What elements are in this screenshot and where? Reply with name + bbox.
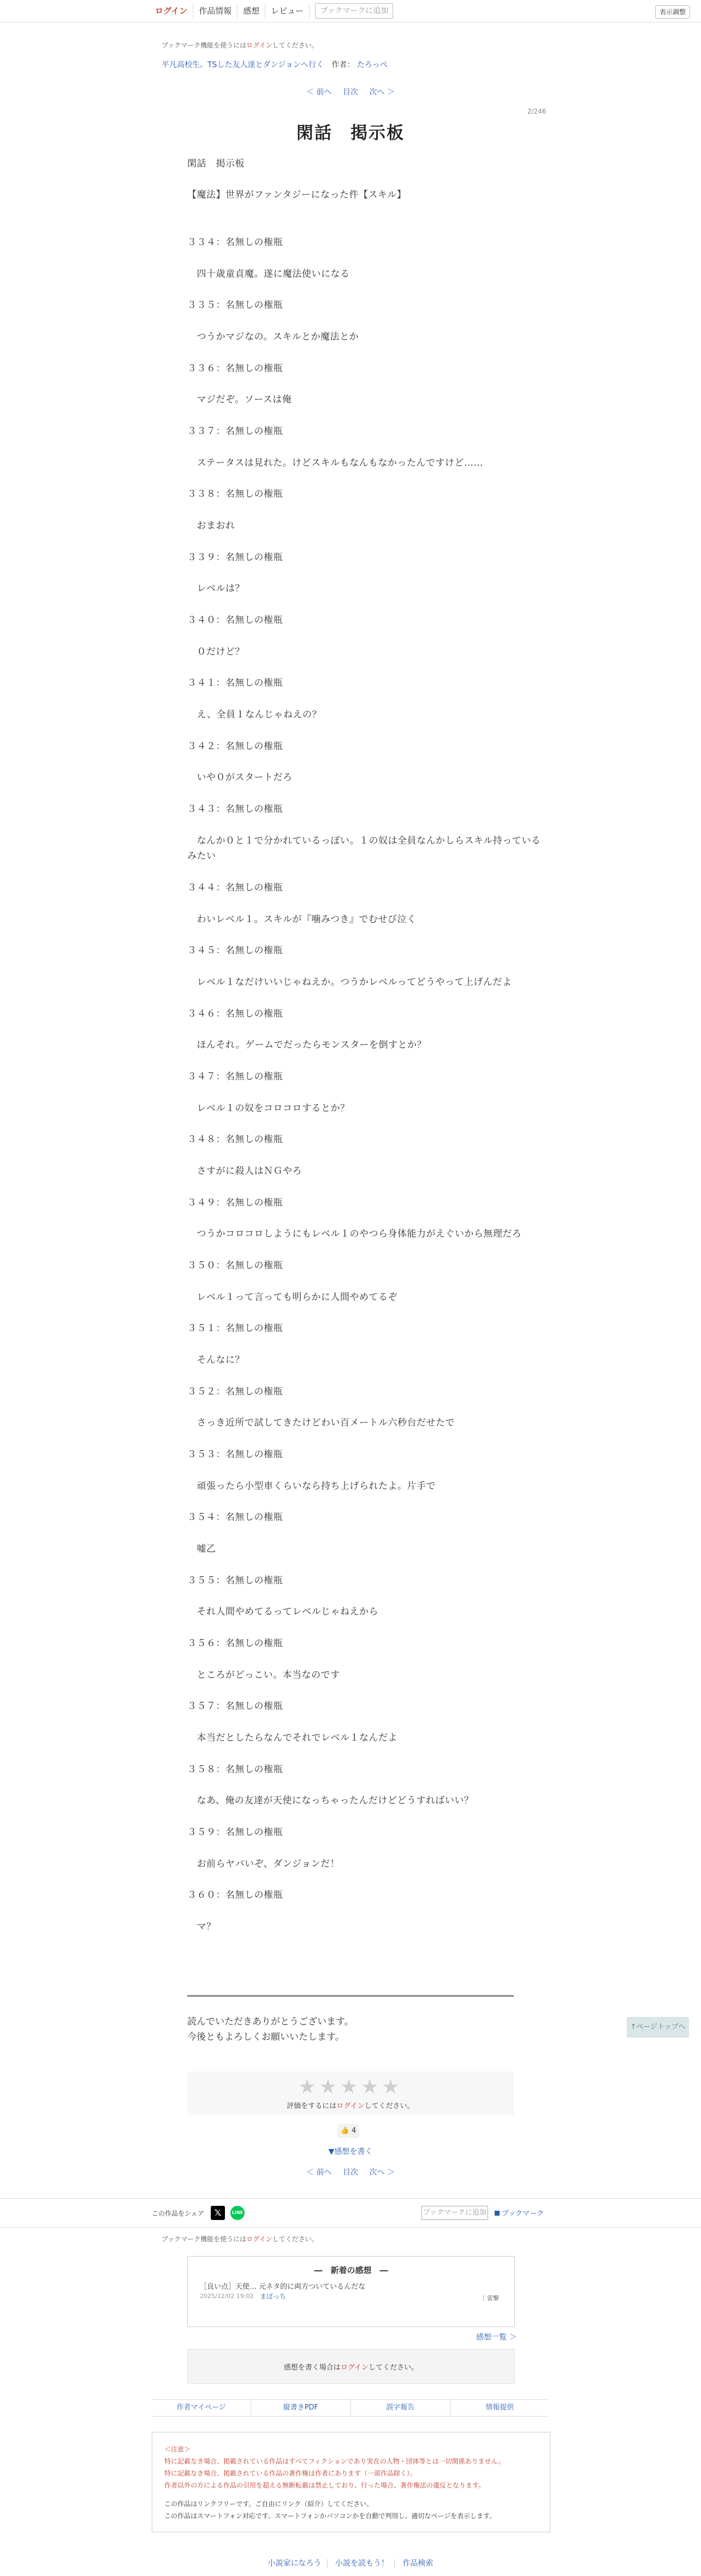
bookmark-add-button[interactable]: ブックマークに追加 bbox=[315, 3, 393, 19]
bookmark-note: ブックマーク機能を使うにはログインしてください。 bbox=[162, 41, 318, 49]
body-line: ３３５：名無しの権瓶 bbox=[187, 300, 283, 311]
line-share-icon[interactable]: LINE bbox=[230, 2206, 245, 2220]
review-login-box bbox=[187, 2349, 515, 2384]
bookmark-login-link[interactable]: ログイン bbox=[246, 41, 272, 49]
body-line: ３３７：名無しの権瓶 bbox=[187, 426, 283, 437]
body-line: いや０がスタートだろ bbox=[187, 772, 293, 783]
body-line: レベル１なだけいいじゃねえか。つうかレベルってどうやって上げんだよ bbox=[187, 977, 512, 988]
top-nav bbox=[0, 0, 701, 22]
notice-line: この作品はリンクフリーです。ご自由にリンク（紹介）してください。 bbox=[164, 2500, 373, 2508]
body-line: ３４６：名無しの権瓶 bbox=[187, 1008, 283, 1019]
body-line: ほんそれ。ゲームでだったらモンスターを倒すとか？ bbox=[187, 1040, 427, 1050]
review-text: ［良い点］天使… 元ネタ的に両方ついているんだな bbox=[200, 2283, 366, 2291]
info-provide-link[interactable]: 情報提供 bbox=[485, 2403, 514, 2412]
body-line: 四十歳童貞魔。遂に魔法使いになる bbox=[187, 269, 350, 280]
body-line: ３５７：名無しの権瓶 bbox=[187, 1701, 283, 1712]
body-line: おまおれ bbox=[187, 520, 235, 531]
bookmark-add-button[interactable]: ブックマークに追加 bbox=[421, 2206, 488, 2220]
body-line: ３５１：名無しの権瓶 bbox=[187, 1323, 283, 1334]
new-reviews-box bbox=[187, 2256, 515, 2327]
review-login-note: 感想を書く場合はログインしてください。 bbox=[283, 2364, 419, 2372]
pager-bottom bbox=[0, 2167, 701, 2177]
typo-report-link[interactable]: 誤字報告 bbox=[351, 2400, 450, 2416]
rating-note: 評価をするにはログインしてください。 bbox=[287, 2102, 414, 2110]
body-line: ３４９：名無しの権瓶 bbox=[187, 1197, 283, 1208]
toc-link[interactable]: 目次 bbox=[343, 2168, 358, 2177]
review-category: 〔 雷撃 bbox=[479, 2295, 499, 2302]
body-line: なんか０と１で分かれているっぽい。１の奴は全員なんかしらスキル持っている bbox=[187, 835, 541, 846]
body-line: ３３９：名無しの権瓶 bbox=[187, 552, 283, 563]
author-mypage-link[interactable]: 作者マイページ bbox=[152, 2400, 251, 2416]
body-line: ３５９：名無しの権瓶 bbox=[187, 1827, 283, 1838]
body-line: ３４１：名無しの権瓶 bbox=[187, 678, 283, 688]
chapter-title: 閑話 掲示板 bbox=[296, 123, 405, 143]
prev-link[interactable]: ＜ 前へ bbox=[306, 88, 332, 97]
search-link[interactable]: 作品検索 bbox=[402, 2559, 433, 2568]
afterword-line: 読んでいただきありがとうございます。 bbox=[187, 2016, 354, 2027]
body-line: ３４７：名無しの権瓶 bbox=[187, 1071, 283, 1082]
body-line: それ人間やめてるってレベルじゃねえから bbox=[187, 1606, 378, 1617]
like-count: 4 bbox=[352, 2127, 357, 2135]
review-item[interactable] bbox=[200, 2281, 501, 2320]
body-line: みたい bbox=[187, 851, 216, 862]
body-line: つうかコロコロしようにもレベル１のやつら身体能力がえぐいから無理だろ bbox=[187, 1228, 522, 1239]
x-share-icon[interactable]: 𝕏 bbox=[211, 2206, 225, 2220]
display-setting-button[interactable]: 表示調整 bbox=[655, 5, 690, 19]
body-line: 頑張ったら小型車くらいなら持ち上げられたよ。片手で bbox=[187, 1481, 436, 1492]
body-line: え、全員１なんじゃねえの？ bbox=[187, 709, 322, 720]
body-line: 【魔法】世界がファンタジーになった件【スキル】 bbox=[187, 189, 407, 200]
page-top-button[interactable]: ↑ページトップへ bbox=[627, 2017, 689, 2038]
body-line: ３６０：名無しの権瓶 bbox=[187, 1890, 283, 1901]
prev-link[interactable]: ＜ 前へ bbox=[306, 2168, 332, 2177]
review-link[interactable]: 感想 bbox=[237, 3, 265, 19]
body-line: レベル１の奴をコロコロするとか？ bbox=[187, 1103, 350, 1114]
body-line: ところがどっこい。本当なのです bbox=[187, 1670, 340, 1681]
body-line: ３５５：名無しの権瓶 bbox=[187, 1575, 283, 1586]
body-line: ３４４：名無しの権瓶 bbox=[187, 882, 283, 893]
series-info bbox=[162, 59, 388, 70]
notice-line: 作者以外の方による作品の引用を超える無断転載は禁止しており、行った場合、著作権法の違反となります。 bbox=[164, 2482, 485, 2489]
body-line: レベル１って言っても明らかに人間やめてるぞ bbox=[187, 1292, 397, 1303]
write-review-link[interactable]: ▼感想を書く bbox=[328, 2147, 373, 2156]
body-line: ３５８：名無しの権瓶 bbox=[187, 1764, 283, 1775]
body-line: さすがに殺人はＮＧやろ bbox=[187, 1166, 302, 1177]
notice-line: 特に記載なき場合、掲載されている作品の著作権は作者にあります（一部作品除く）。 bbox=[164, 2470, 417, 2477]
toc-link[interactable]: 目次 bbox=[343, 88, 358, 97]
bookmark-login-link[interactable]: ログイン bbox=[246, 2235, 272, 2243]
bookmark-square-icon bbox=[495, 2211, 500, 2216]
body-line: 嘘乙 bbox=[187, 1544, 216, 1554]
thumbs-up-icon: 👍 bbox=[340, 2127, 349, 2135]
body-line: さっき近所で試してきたけどわい百メートル六秒台だせたで bbox=[187, 1417, 455, 1428]
reviews-all-link[interactable]: 感想一覧 ＞ bbox=[476, 2333, 517, 2342]
body-line: お前らヤバいぞ、ダンジョンだ！ bbox=[187, 1859, 340, 1869]
rating-box bbox=[187, 2072, 514, 2115]
body-line: ３３４：名無しの権瓶 bbox=[187, 237, 283, 248]
body-line: ３５２：名無しの権瓶 bbox=[187, 1386, 283, 1397]
like-button[interactable] bbox=[337, 2124, 359, 2138]
footer-links bbox=[152, 2399, 549, 2417]
author-link[interactable]: たろっぺ bbox=[357, 61, 388, 69]
body-line: 本当だとしたらなんでそれでレベル１なんだよ bbox=[187, 1732, 397, 1743]
body-line: ０だけど？ bbox=[187, 646, 245, 657]
body-line: ３４５：名無しの権瓶 bbox=[187, 945, 283, 956]
body-line: マジだぞ。ソースは俺 bbox=[187, 394, 292, 405]
body-line: ３４２：名無しの権瓶 bbox=[187, 741, 283, 752]
share-bar bbox=[0, 2198, 701, 2228]
body-line: ３３８：名無しの権瓶 bbox=[187, 489, 283, 500]
star-rating[interactable]: ★★★★★ bbox=[298, 2076, 403, 2098]
review-date: 2025/12/02 19:02 bbox=[200, 2293, 254, 2300]
narou-link[interactable]: 小説家になろう bbox=[263, 2559, 328, 2568]
body-line: ３４３：名無しの権瓶 bbox=[187, 804, 283, 815]
login-link[interactable]: ログイン bbox=[152, 3, 193, 19]
body-line: ３５３：名無しの権瓶 bbox=[187, 1449, 283, 1460]
vertical-pdf-link[interactable]: 縦書きPDF bbox=[251, 2400, 350, 2416]
body-line: そんなに？ bbox=[187, 1355, 245, 1366]
body-line: ３４８：名無しの権瓶 bbox=[187, 1134, 283, 1145]
top-nav-items bbox=[152, 3, 393, 19]
body-line: マ？ bbox=[187, 1921, 216, 1932]
bookmark-link[interactable]: ブックマーク bbox=[495, 2207, 544, 2218]
notice-box bbox=[152, 2432, 550, 2532]
body-line: わいレベル１。スキルが『噛みつき』でむせび泣く bbox=[187, 914, 417, 925]
series-title-link[interactable]: 平凡高校生。TSした友人達とダンジョンへ行く bbox=[162, 61, 324, 69]
body-line: 閑話 掲示板 bbox=[187, 158, 245, 169]
author-label: 作者： bbox=[331, 61, 355, 69]
next-link[interactable]: 次へ ＞ bbox=[369, 2168, 395, 2177]
afterword-separator bbox=[187, 1995, 514, 1997]
body-line: ３３６：名無しの権瓶 bbox=[187, 363, 283, 374]
body-line: レベルは？ bbox=[187, 583, 245, 594]
body-line: なあ、俺の友達が天使になっちゃったんだけどどうすればいい？ bbox=[187, 1795, 474, 1806]
notice-head: ＜注意＞ bbox=[164, 2446, 191, 2453]
notice-line: 特に記載なき場合、掲載されている作品はすべてフィクションであり実在の人物・団体等とは一切関係ありません。 bbox=[164, 2458, 505, 2465]
rating-login-link[interactable]: ログイン bbox=[336, 2102, 365, 2110]
bookmark-note: ブックマーク機能を使うにはログインしてください。 bbox=[162, 2235, 318, 2243]
next-link[interactable]: 次へ ＞ bbox=[369, 88, 395, 97]
review-user-link[interactable]: まぼっち bbox=[260, 2293, 287, 2300]
review-login-link[interactable]: ログイン bbox=[340, 2364, 369, 2372]
work-info-link[interactable]: 作品情報 bbox=[193, 3, 237, 19]
afterword-line: 今後ともよろしくお願いいたします。 bbox=[187, 2032, 344, 2043]
body-line: ３４０：名無しの権瓶 bbox=[187, 615, 283, 626]
pager-top bbox=[0, 86, 701, 97]
yomou-link[interactable]: 小説を読もう！ bbox=[330, 2559, 395, 2568]
reviews-title: ― 新着の感想 ― bbox=[314, 2265, 388, 2275]
page-count: 2/246 bbox=[527, 108, 546, 115]
share-label: この作品をシェア bbox=[152, 2210, 204, 2217]
body-line: ３５６：名無しの権瓶 bbox=[187, 1638, 283, 1649]
body-line: ３５０：名無しの権瓶 bbox=[187, 1260, 283, 1271]
rev-link[interactable]: レビュー bbox=[265, 3, 310, 19]
body-line: ステータスは見れた。けどスキルもなんもなかったんですけど…… bbox=[187, 458, 483, 468]
bottom-links bbox=[0, 2557, 701, 2568]
notice-line: この作品はスマートフォン対応です。スマートフォンかパソコンかを自動で判別し、適切なページを表示します。 bbox=[164, 2512, 496, 2520]
body-line: ３５４：名無しの権瓶 bbox=[187, 1512, 283, 1523]
body-line: つうかマジなの。スキルとか魔法とか bbox=[187, 331, 359, 342]
